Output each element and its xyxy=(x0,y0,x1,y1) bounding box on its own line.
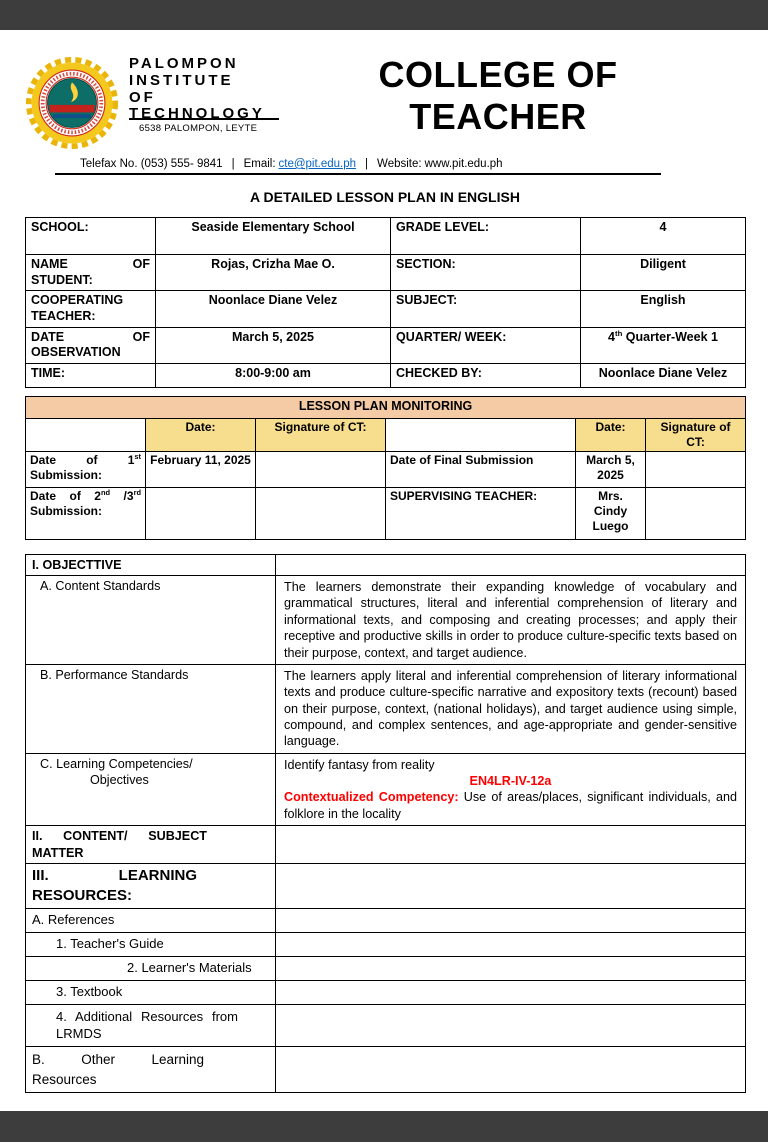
student-name-label: NAME OF STUDENT: xyxy=(26,255,156,291)
learners-materials-label: 2. Learner's Materials xyxy=(26,957,276,981)
cooperating-teacher-label: COOPERATING TEACHER: xyxy=(26,291,156,327)
second-third-submission-label: Date of 2nd /3rd Submission: xyxy=(26,487,146,539)
pit-logo-seal-icon xyxy=(25,56,119,150)
school-value: Seaside Elementary School xyxy=(156,218,391,255)
table-row xyxy=(26,863,746,909)
viewer-top-bar xyxy=(0,0,768,30)
table-row xyxy=(26,327,746,363)
email-link[interactable]: cte@pit.edu.ph xyxy=(278,158,357,170)
performance-standards-label: B. Performance Standards xyxy=(26,664,276,753)
textbook-label: 3. Textbook xyxy=(26,981,276,1005)
lesson-info-table xyxy=(25,217,746,388)
table-row xyxy=(26,753,746,825)
signature-cell xyxy=(646,451,746,487)
student-name-value: Rojas, Crizha Mae O. xyxy=(156,255,391,291)
viewer-bottom-bar xyxy=(0,1111,768,1142)
signature-cell xyxy=(256,451,386,487)
table-row xyxy=(26,826,746,864)
cooperating-teacher-value: Noonlace Diane Velez xyxy=(156,291,391,327)
empty-cell xyxy=(276,909,746,933)
table-row xyxy=(26,218,746,255)
table-row xyxy=(26,1004,746,1046)
subject-value: English xyxy=(581,291,746,327)
table-row xyxy=(26,363,746,387)
other-learning-resources-label: B. Other Learning Resources xyxy=(26,1047,276,1093)
separator: | xyxy=(231,158,235,170)
performance-standards-text: The learners apply literal and inferential comprehension of literary informational texts and produce culture-specific narrative and expository texts (recount) based on their purpose, context, (national holidays), and target audience using simple, compound, and complex sentences, and age-appropriate and gender-sensitive language. xyxy=(276,664,746,753)
table-row xyxy=(26,291,746,327)
supervising-teacher-label: SUPERVISING TEACHER: xyxy=(386,487,576,539)
table-row xyxy=(26,576,746,665)
empty-cell xyxy=(276,554,746,575)
checked-by-label: CHECKED BY: xyxy=(391,363,581,387)
email-label: Email: xyxy=(243,158,276,170)
table-row xyxy=(26,451,746,487)
final-submission-date: March 5, 2025 xyxy=(576,451,646,487)
signature-column-header: Signature of CT: xyxy=(646,418,746,451)
contextualized-competency-text: Use of areas/places, significant individuals, and folklore in the locality xyxy=(284,790,737,821)
section-title-content-subject: II. CONTENT/ SUBJECT MATTER xyxy=(26,826,276,864)
institute-name-line: INSTITUTE xyxy=(129,71,234,89)
header-rule xyxy=(55,173,661,175)
empty-cell xyxy=(276,1004,746,1046)
table-row xyxy=(26,396,746,418)
letterhead xyxy=(25,56,745,150)
learning-competencies-label xyxy=(26,753,276,825)
institute-name-line: TECHNOLOGY xyxy=(129,105,265,123)
table-row xyxy=(26,957,746,981)
objectives-table xyxy=(25,554,746,1093)
empty-cell xyxy=(146,487,256,539)
table-row xyxy=(26,487,746,539)
college-title-line2: TEACHER xyxy=(409,96,587,138)
subject-label: SUBJECT: xyxy=(391,291,581,327)
pit-logo xyxy=(25,56,119,150)
section-title-objective: I. OBJECTTIVE xyxy=(26,554,276,575)
section-title-learning-resources: III. LEARNING RESOURCES: xyxy=(26,863,276,909)
signature-cell xyxy=(256,487,386,539)
table-row xyxy=(26,909,746,933)
table-row xyxy=(26,418,746,451)
table-row xyxy=(26,981,746,1005)
section-value: Diligent xyxy=(581,255,746,291)
empty-cell xyxy=(276,933,746,957)
grade-level-value: 4 xyxy=(581,218,746,255)
learning-competencies-content xyxy=(276,753,746,825)
grade-level-label: GRADE LEVEL: xyxy=(391,218,581,255)
empty-cell xyxy=(276,863,746,909)
competency-text: Identify fantasy from reality xyxy=(284,757,435,772)
table-row xyxy=(26,1047,746,1093)
website-label: Website: xyxy=(377,158,422,170)
first-submission-label: Date of 1st Submission: xyxy=(26,451,146,487)
institute-name-block xyxy=(129,56,299,134)
learning-competencies-label-line2: Objectives xyxy=(90,773,149,788)
references-label: A. References xyxy=(26,909,276,933)
college-title-line1: COLLEGE OF xyxy=(378,54,618,95)
school-label: SCHOOL: xyxy=(26,218,156,255)
section-label: SECTION: xyxy=(391,255,581,291)
table-row xyxy=(26,255,746,291)
institute-name-line: OF xyxy=(129,88,156,106)
competency-code: EN4LR-IV-12a xyxy=(469,774,552,789)
content-standards-text: The learners demonstrate their expanding knowledge of vocabulary and grammatical structures, literal and inferential comprehension of literary and informational texts, and composing and creating processes; and apply their receptive and productive skills in order to produce culture-specific texts based on their purpose, context, and target audience. xyxy=(276,576,746,665)
additional-resources-label: 4. Additional Resources from LRMDS xyxy=(26,1004,276,1046)
content-standards-label: A. Content Standards xyxy=(26,576,276,665)
empty-cell xyxy=(276,1047,746,1093)
separator: | xyxy=(365,158,369,170)
page-title: A DETAILED LESSON PLAN IN ENGLISH xyxy=(250,189,520,205)
quarter-week-label: QUARTER/ WEEK: xyxy=(391,327,581,363)
supervising-teacher-value: Mrs. Cindy Luego xyxy=(576,487,646,539)
website-text: www.pit.edu.ph xyxy=(424,158,503,170)
table-row xyxy=(26,554,746,575)
empty-cell xyxy=(276,957,746,981)
learning-competencies-label-line1: C. Learning Competencies/ xyxy=(40,756,193,771)
table-row xyxy=(26,664,746,753)
institute-name-line: PALOMPON xyxy=(129,55,239,72)
time-label: TIME: xyxy=(26,363,156,387)
document-page xyxy=(0,30,768,1111)
table-row xyxy=(26,933,746,957)
institute-address: 6538 PALOMPON, LEYTE xyxy=(139,123,258,135)
empty-cell xyxy=(26,418,146,451)
signature-column-header: Signature of CT: xyxy=(256,418,386,451)
monitoring-title: LESSON PLAN MONITORING xyxy=(26,396,746,418)
empty-cell xyxy=(276,826,746,864)
quarter-week-value: 4th Quarter-Week 1 xyxy=(581,327,746,363)
observation-date-value: March 5, 2025 xyxy=(156,327,391,363)
first-submission-date: February 11, 2025 xyxy=(146,451,256,487)
college-title xyxy=(299,54,745,139)
contact-line xyxy=(25,158,745,170)
date-column-header: Date: xyxy=(146,418,256,451)
empty-cell xyxy=(386,418,576,451)
signature-cell xyxy=(646,487,746,539)
date-column-header: Date: xyxy=(576,418,646,451)
empty-cell xyxy=(276,981,746,1005)
monitoring-table xyxy=(25,396,746,540)
contextualized-competency-label: Contextualized Competency: xyxy=(284,790,459,805)
contextualized-competency xyxy=(284,789,737,822)
observation-date-label: DATE OF OBSERVATION xyxy=(26,327,156,363)
teachers-guide-label: 1. Teacher's Guide xyxy=(26,933,276,957)
telefax-text: Telefax No. (053) 555- 9841 xyxy=(80,158,223,170)
checked-by-value: Noonlace Diane Velez xyxy=(581,363,746,387)
final-submission-label: Date of Final Submission xyxy=(386,451,576,487)
time-value: 8:00-9:00 am xyxy=(156,363,391,387)
